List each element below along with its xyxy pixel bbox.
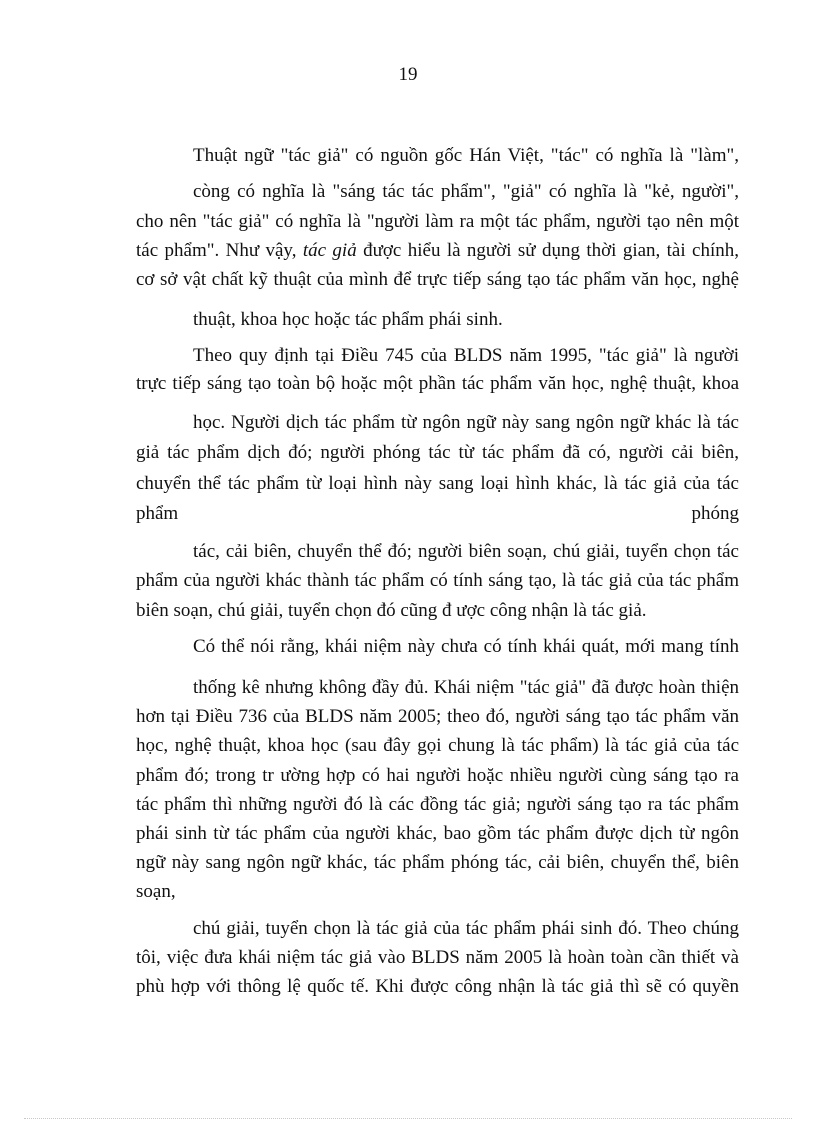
paragraph-1-line-1: Thuật ngữ "tác giả" có nguồn gốc Hán Việt, "tác" có nghĩa là "làm", — [193, 145, 739, 166]
line-4-start: tác phẩm". Như vậy, — [136, 240, 303, 261]
paragraph-2-line-8: phẩm của người khác thành tác phẩm có tính sáng tạo, là tác giả của tác phẩm — [136, 570, 739, 591]
paragraph-3-line-11: tôi, việc đưa khái niệm tác giả vào BLDS năm 2005 là hoàn toàn cần thiết và — [136, 947, 739, 968]
line-4-end: được hiểu là người sử dụng thời gian, tài chính, — [356, 240, 739, 261]
paragraph-3-line-9: soạn, — [136, 881, 176, 902]
paragraph-2-line-1: Theo quy định tại Điều 745 của BLDS năm 1995, "tác giả" là người — [193, 345, 739, 366]
paragraph-2-line-3: học. Người dịch tác phẩm từ ngôn ngữ này sang ngôn ngữ khác là tác — [193, 412, 739, 433]
paragraph-1-line-4 — [136, 240, 739, 262]
paragraph-3-line-10: chú giải, tuyển chọn là tác giả của tác phẩm phái sinh đó. Theo chúng — [193, 918, 739, 939]
paragraph-3-line-3: hơn tại Điều 736 của BLDS năm 2005; theo đó, người sáng tạo tác phẩm văn — [136, 706, 739, 727]
paragraph-3-line-6: tác phẩm thì những người đó là các đồng tác giả; người sáng tạo ra tác phẩm — [136, 794, 739, 815]
paragraph-3-line-8: ngữ này sang ngôn ngữ khác, tác phẩm phóng tác, cải biên, chuyển thể, biên — [136, 852, 739, 873]
paragraph-2-line-6-left: phẩm — [136, 503, 179, 524]
paragraph-3-line-1: Có thể nói rằng, khái niệm này chưa có tính khái quát, mới mang tính — [193, 636, 739, 657]
paragraph-2-line-9: biên soạn, chú giải, tuyển chọn đó cũng đ ược công nhận là tác giả. — [136, 600, 647, 621]
page-number: 19 — [398, 64, 418, 85]
paragraph-2-line-6-right: phóng — [691, 503, 739, 524]
paragraph-1-line-5: cơ sở vật chất kỹ thuật của mình để trực tiếp sáng tạo tác phẩm văn học, nghệ — [136, 269, 739, 290]
paragraph-2-line-7: tác, cải biên, chuyển thể đó; người biên soạn, chú giải, tuyển chọn tác — [193, 541, 739, 562]
paragraph-2-line-4: giả tác phẩm dịch đó; người phóng tác từ tác phẩm đã có, người cải biên, — [136, 442, 739, 463]
paragraph-3-line-5: phẩm đó; trong tr ường hợp có hai người hoặc nhiều người cùng sáng tạo ra — [136, 765, 739, 786]
paragraph-3-line-2: thống kê nhưng không đầy đủ. Khái niệm "tác giả" đã được hoàn thiện — [193, 677, 739, 698]
paragraph-2-line-5: chuyển thể tác phẩm từ loại hình này sang loại hình khác, là tác giả của tác — [136, 473, 739, 494]
paragraph-1-line-6: thuật, khoa học hoặc tác phẩm phái sinh. — [193, 309, 503, 330]
italic-term: tác giả — [302, 240, 357, 261]
page-bottom-rule — [24, 1118, 792, 1119]
paragraph-3-line-4: học, nghệ thuật, khoa học (sau đây gọi chung là tác phẩm) là tác giả của tác — [136, 735, 739, 756]
paragraph-1-line-2: còng có nghĩa là "sáng tác tác phẩm", "giả" có nghĩa là "kẻ, người", — [193, 181, 739, 202]
paragraph-3-line-12: phù hợp với thông lệ quốc tế. Khi được công nhận là tác giả thì sẽ có quyền — [136, 976, 739, 997]
paragraph-1-line-3: cho nên "tác giả" có nghĩa là "người làm ra một tác phẩm, người tạo nên một — [136, 211, 739, 232]
paragraph-3-line-7: phái sinh từ tác phẩm của người khác, bao gồm tác phẩm được dịch từ ngôn — [136, 823, 739, 844]
paragraph-2-line-2: trực tiếp sáng tạo toàn bộ hoặc một phần tác phẩm văn học, nghệ thuật, khoa — [136, 373, 739, 394]
